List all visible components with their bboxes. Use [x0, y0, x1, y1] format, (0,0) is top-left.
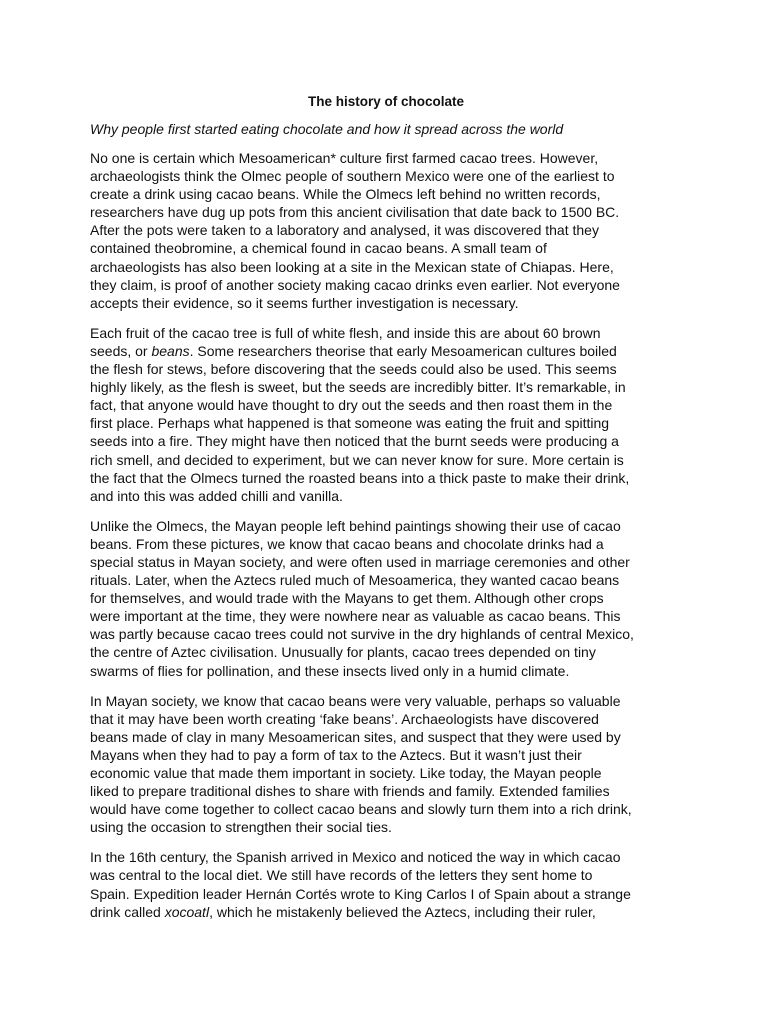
paragraph-line: rituals. Later, when the Aztecs ruled much of Mesoamerica, they wanted cacao beans — [90, 572, 620, 589]
paragraph-line: Spain. Expedition leader Hernán Cortés wrote to King Carlos I of Spain about a strange — [90, 885, 631, 902]
paragraph-line: they claim, is proof of another society making cacao drinks even earlier. Not everyone — [90, 276, 620, 293]
emphasized-term: xocoatl — [164, 903, 210, 920]
paragraph-line: beans. From these pictures, we know that cacao beans and chocolate drinks had a — [90, 535, 604, 552]
paragraph-line: for themselves, and would trade with the Mayans to get them. Although other crops — [90, 590, 604, 607]
paragraph-4 — [90, 692, 682, 837]
paragraph-3 — [90, 517, 682, 680]
paragraph-line: rich smell, and decided to experiment, but we can never know for sure. More certain is — [90, 451, 624, 468]
paragraph-line: the fact that the Olmecs turned the roasted beans into a thick paste to make their drink, — [90, 469, 630, 486]
paragraph-line: Unlike the Olmecs, the Mayan people left behind paintings showing their use of cacao — [90, 517, 621, 534]
paragraph-line: was central to the local diet. We still have records of the letters they sent home to — [90, 867, 593, 884]
paragraph-line: first place. Perhaps what happened is that someone was eating the fruit and spitting — [90, 415, 610, 432]
paragraph-line: and into this was added chilli and vanilla. — [90, 487, 343, 504]
paragraph-line: archaeologists has also been looking at a site in the Mexican state of Chiapas. Here, — [90, 258, 614, 275]
paragraph-line: After the pots were taken to a laboratory and analysed, it was discovered that they — [90, 222, 599, 239]
paragraph-line: swarms of flies for pollination, and these insects lived only in a humid climate. — [90, 662, 570, 679]
paragraph-5 — [90, 848, 682, 920]
paragraph-line: create a drink using cacao beans. While the Olmecs left behind no written records, — [90, 186, 601, 203]
paragraph-line: that it may have been worth creating ‘fake beans’. Archaeologists have discovered — [90, 710, 599, 727]
paragraph-line: seeds, or beans. Some researchers theorise that early Mesoamerican cultures boiled — [90, 342, 617, 359]
paragraph-line: using the occasion to strengthen their social ties. — [90, 819, 392, 836]
paragraph-line: contained theobromine, a chemical found in cacao beans. A small team of — [90, 240, 547, 257]
paragraph-line: beans made of clay in many Mesoamerican sites, and suspect that they were used by — [90, 728, 621, 745]
paragraph-line: Each fruit of the cacao tree is full of white flesh, and inside this are about 60 brown — [90, 324, 601, 341]
paragraph-line: were important at the time, they were nowhere near as valuable as cacao beans. This — [90, 608, 621, 625]
paragraph-2 — [90, 324, 682, 505]
paragraph-line: liked to prepare traditional dishes to share with friends and family. Extended families — [90, 783, 610, 800]
document-title: The history of chocolate — [307, 94, 465, 109]
document-subtitle: Why people first started eating chocolate and how it spread across the world — [90, 121, 564, 137]
document-page — [90, 93, 682, 933]
document-body — [90, 149, 682, 921]
paragraph-line: Mayans when they had to pay a form of tax to the Aztecs. But it wasn’t just their — [90, 746, 582, 763]
paragraph-line: In the 16th century, the Spanish arrived in Mexico and noticed the way in which cacao — [90, 849, 621, 866]
paragraph-line: accepts their evidence, so it seems further investigation is necessary. — [90, 294, 519, 311]
paragraph-line: In Mayan society, we know that cacao beans were very valuable, perhaps so valuable — [90, 692, 621, 709]
paragraph-line: the centre of Aztec civilisation. Unusually for plants, cacao trees depended on tiny — [90, 644, 596, 661]
paragraph-line: special status in Mayan society, and were often used in marriage ceremonies and other — [90, 553, 630, 570]
paragraph-line: economic value that made them important in society. Like today, the Mayan people — [90, 765, 602, 781]
paragraph-line: seeds into a fire. They might have then noticed that the burnt seeds were producing a — [90, 433, 619, 450]
paragraph-line: researchers have dug up pots from this ancient civilisation that date back to 1500 BC. — [90, 204, 620, 221]
paragraph-line: fact, that anyone would have thought to dry out the seeds and then roast them in the — [90, 397, 613, 414]
paragraph-line: archaeologists think the Olmec people of southern Mexico were one of the earliest to — [90, 168, 615, 185]
paragraph-line: would have come together to collect cacao beans and slowly turn them into a rich drink, — [90, 801, 632, 818]
paragraph-1 — [90, 149, 682, 312]
paragraph-line: drink called xocoatl, which he mistakenly believed the Aztecs, including their ruler, — [90, 903, 596, 920]
paragraph-line: was partly because cacao trees could not survive in the dry highlands of central Mexico, — [90, 626, 634, 643]
paragraph-line: No one is certain which Mesoamerican* culture first farmed cacao trees. However, — [90, 150, 599, 166]
emphasized-term: beans — [151, 342, 190, 359]
paragraph-line: the flesh for stews, before discovering that the seeds could also be used. This seems — [90, 361, 617, 378]
paragraph-line: highly likely, as the flesh is sweet, but the seeds are incredibly bitter. It’s remarkable, in — [90, 379, 626, 396]
